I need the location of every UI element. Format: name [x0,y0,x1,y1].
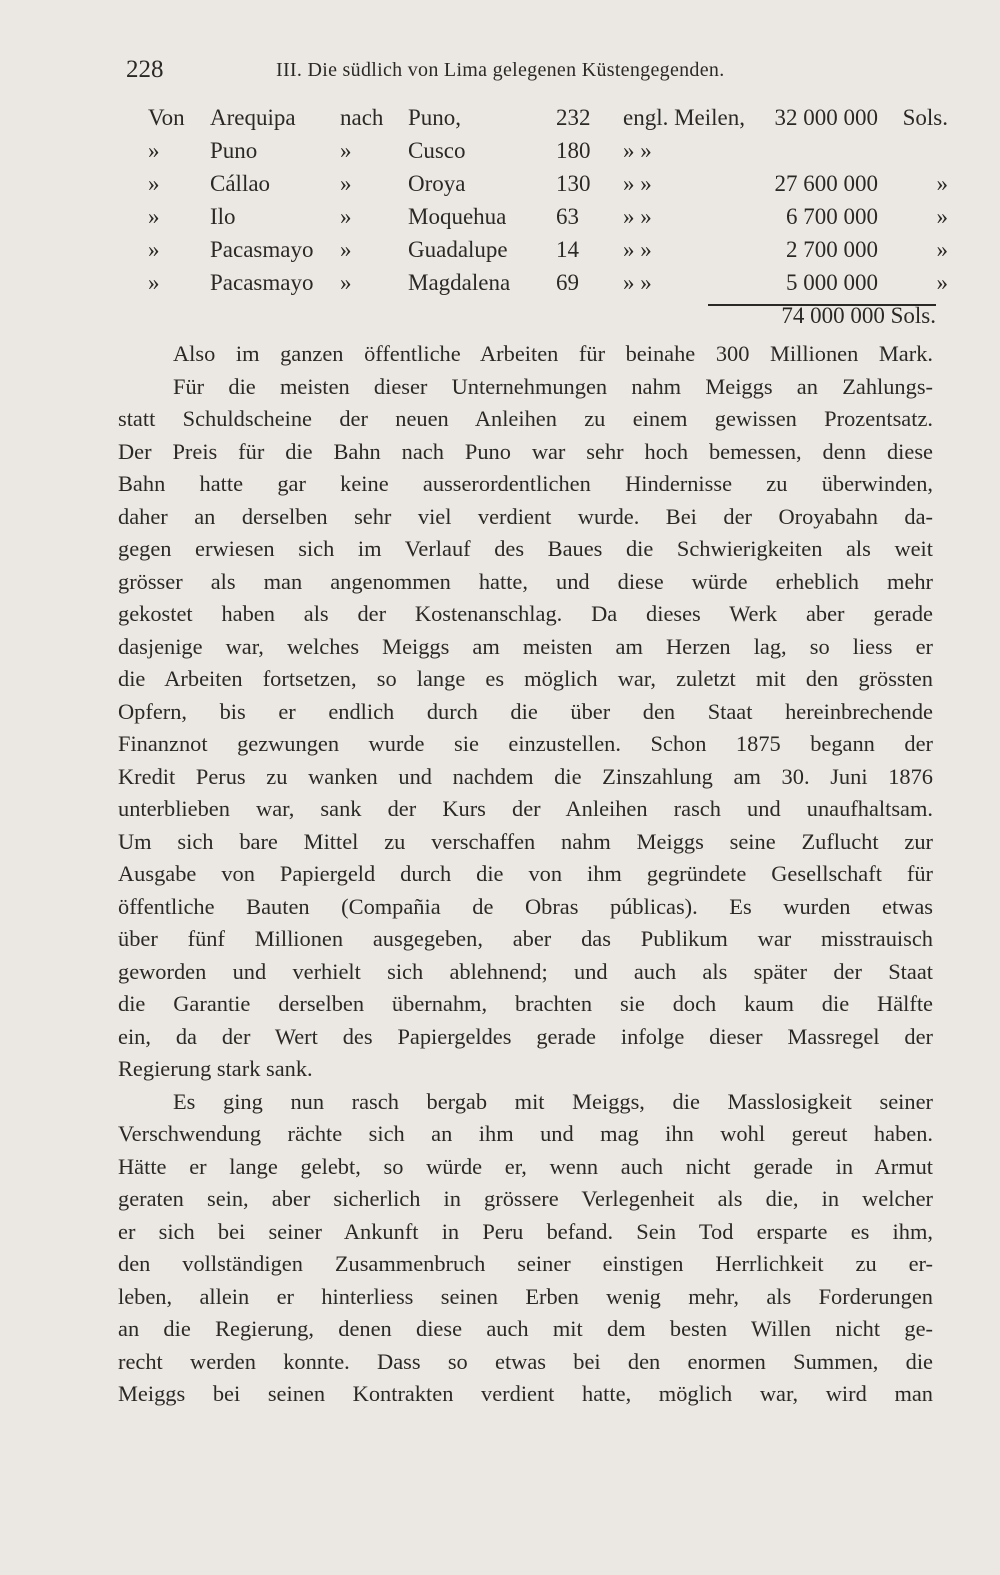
route-prefix: » [148,171,160,196]
table-row [118,171,948,204]
distance-unit: » » [623,237,652,262]
route-cost: 27 600 000 [774,171,878,196]
text-line: er sich bei seiner Ankunft in Peru befand. Sein Tod ersparte es ihm, [118,1218,933,1244]
route-cost: 32 000 000 [774,105,878,130]
page-header [126,56,816,86]
text-line: über fünf Millionen ausgegeben, aber das Publikum war misstrauisch [118,926,933,951]
text-line: Verschwendung rächte sich an ihm und mag ihn wohl gereut haben. [118,1121,933,1146]
route-connector: » [340,237,352,262]
distance-unit: » » [623,204,652,229]
text-line: Um sich bare Mittel zu verschaffen nahm Meiggs seine Zuflucht zur [118,828,933,854]
route-destination: Moquehua [408,204,507,229]
table-row [118,138,948,171]
route-destination: Oroya [408,171,466,196]
text-line: Es ging nun rasch bergab mit Meiggs, die Masslosigkeit seiner [173,1088,933,1114]
route-distance: 232 [556,105,591,130]
railway-cost-table [118,105,948,336]
text-line: statt Schuldscheine der neuen Anleihen zu einem gewissen Prozentsatz. [118,406,933,431]
distance-unit: engl. Meilen, [623,105,745,130]
text-line: geworden und verhielt sich ablehnend; und auch als später der Staat [118,958,933,984]
route-distance: 14 [556,237,579,262]
table-row [118,270,948,303]
text-line: Ausgabe von Papiergeld durch die von ihm gegründete Gesellschaft für [118,861,933,886]
text-line: Also im ganzen öffentliche Arbeiten für beinahe 300 Millionen Mark. [173,341,933,366]
text-line: daher an derselben sehr viel verdient wurde. Bei der Oroyabahn da- [118,503,933,529]
route-connector: » [340,138,352,163]
route-prefix: » [148,204,160,229]
route-connector: » [340,171,352,196]
text-line: Finanznot gezwungen wurde sie einzustellen. Schon 1875 begann der [118,731,933,756]
text-line: Opfern, bis er endlich durch die über den Staat hereinbrechende [118,698,933,724]
text-line: öffentliche Bauten (Compañia de Obras públicas). Es wurden etwas [118,893,933,919]
route-distance: 130 [556,171,591,196]
route-origin: Ilo [210,204,236,229]
route-distance: 63 [556,204,579,229]
route-prefix: Von [148,105,185,130]
text-line: unterblieben war, sank der Kurs der Anleihen rasch und unaufhaltsam. [118,796,933,821]
cost-currency: » [936,237,948,262]
route-cost: 5 000 000 [786,270,878,295]
distance-unit: » » [623,270,652,295]
route-origin: Arequipa [210,105,296,130]
route-prefix: » [148,237,160,262]
text-line: recht werden konnte. Dass so etwas bei den enormen Summen, die [118,1348,933,1374]
text-line: geraten sein, aber sicherlich in grössere Verlegenheit als die, in welcher [118,1186,933,1211]
route-connector: » [340,270,352,295]
cost-currency: » [936,171,948,196]
text-line: Meiggs bei seinen Kontrakten verdient hatte, möglich war, wird man [118,1381,933,1406]
route-connector: nach [340,105,384,130]
text-line: gekostet haben als der Kostenanschlag. Da dieses Werk aber gerade [118,601,933,626]
cost-currency: Sols. [902,105,948,130]
text-line: Für die meisten dieser Unternehmungen nahm Meiggs an Zahlungs- [173,373,933,399]
text-line: grösser als man angenommen hatte, und diese würde erheblich mehr [118,568,933,594]
body-text [118,338,933,1411]
cost-currency: » [936,204,948,229]
route-destination: Puno, [408,105,462,130]
route-destination: Magdalena [408,270,511,295]
text-line: Bahn hatte gar keine ausserordentlichen Hindernisse zu überwinden, [118,471,933,496]
route-destination: Guadalupe [408,237,508,262]
table-total-row [118,303,948,336]
route-distance: 180 [556,138,591,163]
route-origin: Pacasmayo [210,270,314,295]
text-line: leben, allein er hinterliess seinen Erben wenig mehr, als Forderungen [118,1283,933,1309]
text-line: Hätte er lange gelebt, so würde er, wenn auch nicht gerade in Armut [118,1153,933,1179]
distance-unit: » » [623,138,652,163]
text-line: Kredit Perus zu wanken und nachdem die Zinszahlung am 30. Juni 1876 [118,763,933,789]
text-line: an die Regierung, denen diese auch mit dem besten Willen nicht ge- [118,1316,933,1341]
route-distance: 69 [556,270,579,295]
running-head: III. Die südlich von Lima gelegenen Küstengegenden. [276,59,725,81]
route-origin: Cállao [210,171,271,196]
text-line: Regierung stark sank. [118,1056,313,1081]
table-row [118,105,948,138]
route-connector: » [340,204,352,229]
text-line: den vollständigen Zusammenbruch seiner einstigen Herrlichkeit zu er- [118,1251,933,1276]
text-line: gegen erwiesen sich im Verlauf des Baues die Schwierigkeiten als weit [118,536,933,561]
table-total: 74 000 000 Sols. [781,303,936,328]
table-row [118,204,948,237]
text-line: ein, da der Wert des Papiergeldes gerade infolge dieser Massregel der [118,1023,933,1049]
table-row [118,237,948,270]
text-line: die Arbeiten fortsetzen, so lange es möglich war, zuletzt mit den grössten [118,666,933,691]
page-number: 228 [126,56,164,83]
route-prefix: » [148,138,160,163]
cost-currency: » [936,270,948,295]
text-line: die Garantie derselben übernahm, brachten sie doch kaum die Hälfte [118,991,933,1016]
distance-unit: » » [623,171,652,196]
route-destination: Cusco [408,138,466,163]
text-line: dasjenige war, welches Meiggs am meisten am Herzen lag, so liess er [118,633,933,659]
text-line: Der Preis für die Bahn nach Puno war sehr hoch bemessen, denn diese [118,438,933,464]
route-origin: Pacasmayo [210,237,314,262]
route-cost: 2 700 000 [786,237,878,262]
route-prefix: » [148,270,160,295]
route-origin: Puno [210,138,258,163]
route-cost: 6 700 000 [786,204,878,229]
